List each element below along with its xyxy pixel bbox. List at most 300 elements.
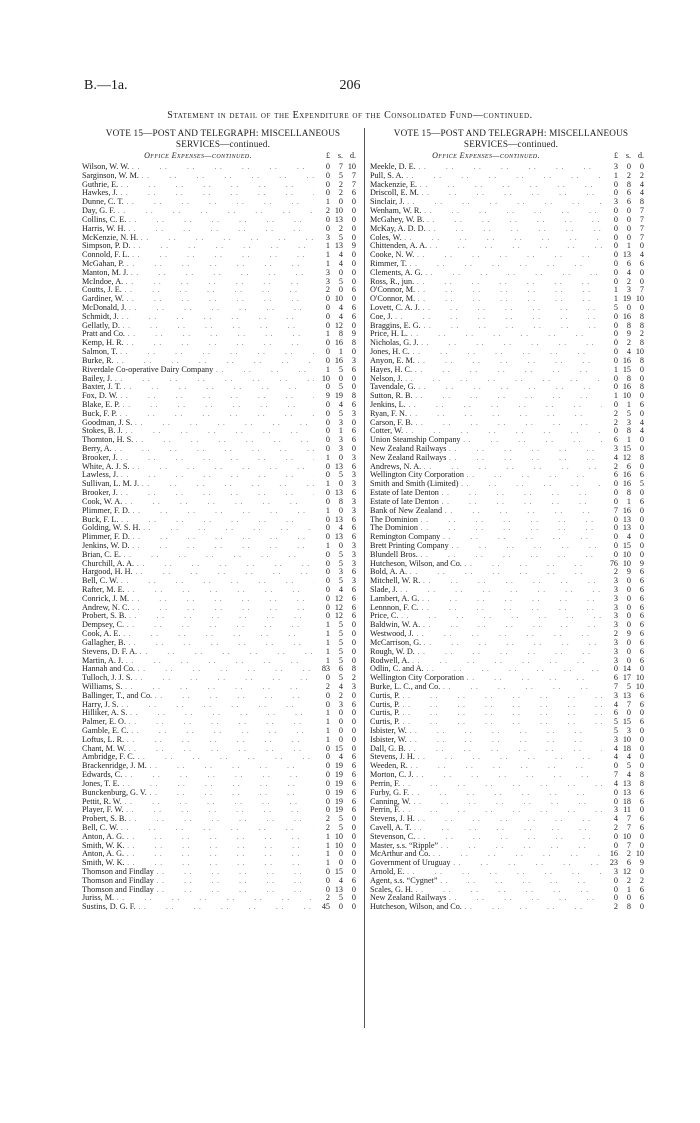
shillings-value: 12	[334, 321, 343, 330]
pounds-value: 5	[613, 718, 618, 727]
shillings-value: 5	[338, 674, 343, 683]
payee-name: Stevens, J. H. . .	[370, 815, 602, 824]
expense-entry	[370, 410, 652, 419]
payee-name: Cavell, A. T. . .	[370, 824, 602, 833]
pence-value: 6	[351, 594, 356, 603]
pence-header: d.	[350, 151, 356, 160]
expense-entry	[370, 657, 652, 666]
pence-value: 6	[351, 762, 356, 771]
pounds-value: 2	[325, 286, 330, 295]
shillings-value: 3	[338, 418, 343, 427]
expense-entry	[370, 709, 652, 718]
amount	[314, 454, 364, 463]
expense-entry	[370, 383, 652, 392]
amount	[602, 604, 652, 613]
right-entries	[370, 163, 652, 912]
pence-value: 3	[351, 506, 356, 515]
shillings-value: 4	[626, 771, 631, 780]
pounds-value: 0	[325, 779, 330, 788]
payee-name: Harry, J. S. . .	[82, 701, 314, 710]
amount	[314, 445, 364, 454]
pounds-value: 2	[613, 462, 618, 471]
amount	[314, 172, 364, 181]
amount	[314, 824, 364, 833]
pence-value: 0	[351, 374, 356, 383]
payee-name: Smith, W. K. . .	[82, 859, 314, 868]
pence-value: 0	[639, 277, 644, 286]
amount	[314, 286, 364, 295]
pence-value: 6	[351, 489, 356, 498]
shillings-value: 0	[626, 233, 631, 242]
pence-value: 0	[639, 541, 644, 550]
payee-name: Berry, A. . .	[82, 445, 314, 454]
payee-name: Stevenson, C. . .	[370, 833, 602, 842]
payee-name: Price, C. . .	[370, 612, 602, 621]
shillings-value: 1	[338, 348, 343, 357]
payee-name: Hawkes, J. . .	[82, 189, 314, 198]
amount	[314, 489, 364, 498]
shillings-value: 6	[626, 462, 631, 471]
amount	[602, 621, 652, 630]
expense-entry	[370, 850, 652, 859]
pence-value: 7	[639, 215, 644, 224]
pence-value: 0	[639, 762, 644, 771]
shillings-value: 4	[338, 682, 343, 691]
expense-entry	[82, 630, 364, 639]
payee-name: Churchill, A. A. . .	[82, 560, 314, 569]
expense-entry	[370, 348, 652, 357]
pence-value: 6	[351, 586, 356, 594]
pence-value: 6	[639, 700, 644, 709]
amount	[314, 533, 364, 542]
amount	[314, 560, 364, 569]
pence-value: 0	[639, 903, 644, 912]
pence-value: 6	[351, 312, 356, 321]
pence-value: 6	[351, 400, 356, 409]
expense-entry	[82, 163, 364, 172]
payee-name: Estate of late Denton . .	[370, 498, 602, 507]
amount	[314, 383, 364, 392]
shillings-value: 2	[626, 876, 631, 885]
expense-entry	[82, 427, 364, 436]
payee-name: Isbister, W. . .	[370, 727, 602, 736]
amount	[602, 348, 652, 357]
expense-entry	[82, 278, 364, 287]
shillings-value: 13	[334, 215, 343, 224]
pounds-value: 3	[325, 268, 330, 277]
pounds-value: 9	[325, 392, 330, 401]
pounds-value: 3	[613, 612, 618, 621]
payee-name: Salmon, T. . .	[82, 348, 314, 357]
payee-name: Harris, W. H. . .	[82, 225, 314, 234]
shillings-value: 0	[338, 718, 343, 727]
pence-value: 0	[351, 823, 356, 832]
expense-entry	[82, 216, 364, 225]
expense-entry	[82, 375, 364, 384]
expense-entry	[370, 824, 652, 833]
shillings-value: 16	[622, 312, 631, 321]
shillings-value: 5	[338, 277, 343, 286]
expense-entry	[370, 524, 652, 533]
pence-value: 0	[351, 445, 356, 453]
pence-value: 0	[639, 462, 644, 471]
vote-heading-line1: VOTE 15—POST AND TELEGRAPH: MISCELLANEOUS	[105, 128, 341, 138]
expense-entry	[82, 533, 364, 542]
amount	[602, 806, 652, 815]
pence-value: 6	[351, 797, 356, 806]
payee-name: Conrick, J. M. . .	[82, 595, 314, 604]
shillings-value: 13	[622, 779, 631, 788]
pence-value: 10	[635, 682, 644, 691]
expense-entry	[370, 516, 652, 525]
shillings-value: 5	[338, 823, 343, 832]
shillings-value: 16	[622, 506, 631, 515]
expense-entry	[370, 692, 652, 701]
payee-name: Hannah and Co. . .	[82, 665, 314, 674]
shillings-value: 6	[626, 259, 631, 268]
payee-name: Bell, C. W. . .	[82, 577, 314, 586]
expense-entry	[82, 859, 364, 868]
pence-value: 0	[639, 304, 644, 312]
expense-entry	[370, 894, 652, 903]
shillings-value: 16	[622, 356, 631, 365]
expense-entry	[370, 877, 652, 886]
pounds-value: 0	[325, 356, 330, 365]
shillings-value: 4	[626, 348, 631, 357]
pounds-value: 0	[325, 559, 330, 568]
pounds-value: 0	[613, 524, 618, 533]
amount	[314, 894, 364, 903]
payee-name: Price, H. L. . .	[370, 330, 602, 339]
amount	[602, 189, 652, 198]
payee-name: Wenham, W. R. . .	[370, 207, 602, 216]
shillings-value: 5	[338, 815, 343, 824]
payee-name: Brackenridge, J. M. . .	[82, 762, 314, 771]
shillings-value: 2	[626, 850, 631, 859]
payee-name: Andrews, N. A. . .	[370, 463, 602, 472]
payee-name: New Zealand Railways . .	[370, 894, 602, 903]
expense-entry	[82, 560, 364, 569]
pounds-value: 3	[613, 868, 618, 876]
expense-entry	[370, 745, 652, 754]
payee-name: Ballinger, T., and Co. . .	[82, 692, 314, 701]
payee-name: New Zealand Railways . .	[370, 454, 602, 463]
shillings-value: 3	[626, 286, 631, 295]
shillings-value: 13	[334, 885, 343, 894]
amount	[314, 903, 364, 912]
amount	[602, 560, 652, 569]
payee-name: Anton, A. G. . .	[82, 833, 314, 842]
pence-value: 0	[351, 841, 356, 850]
payee-name: Rafter, M. E. . .	[82, 586, 314, 595]
shillings-value: 2	[338, 691, 343, 700]
shillings-header: s.	[337, 151, 343, 160]
pounds-value: 1	[325, 709, 330, 718]
amount	[314, 833, 364, 842]
payee-name: Hilliker, A. S. . .	[82, 709, 314, 718]
pounds-value: 3	[613, 735, 618, 744]
expense-entry	[370, 189, 652, 198]
pounds-value: 1	[325, 718, 330, 727]
expense-entry	[82, 736, 364, 745]
expense-entry	[82, 419, 364, 428]
payee-name: Hargood, H. H. . .	[82, 568, 314, 577]
expense-entry	[370, 198, 652, 207]
shillings-value: 13	[334, 242, 343, 251]
shillings-value: 5	[338, 638, 343, 647]
pence-value: 7	[639, 224, 644, 233]
payee-name: Remington Company . .	[370, 533, 602, 542]
expense-entry	[370, 568, 652, 577]
pence-value: 7	[639, 286, 644, 295]
pounds-value: 2	[613, 630, 618, 639]
expense-entry	[82, 207, 364, 216]
expense-entry	[82, 727, 364, 736]
pence-value: 0	[351, 198, 356, 207]
pounds-value: 1	[325, 656, 330, 665]
pence-value: 6	[639, 638, 644, 647]
payee-name: Arnold, E. . .	[370, 868, 602, 877]
pence-value: 0	[351, 259, 356, 268]
payee-name: Curtis, P. . .	[370, 701, 602, 710]
shillings-value: 4	[338, 304, 343, 312]
shillings-value: 8	[338, 330, 343, 339]
pounds-value: 2	[613, 568, 618, 577]
payee-name: Connold, F. L. . .	[82, 251, 314, 260]
pounds-value: 0	[613, 207, 618, 216]
expense-entry	[370, 357, 652, 366]
expense-entry	[370, 234, 652, 243]
payee-name: Odlin, C. and A. . .	[370, 665, 602, 674]
pence-value: 0	[351, 630, 356, 639]
pence-value: 6	[351, 771, 356, 780]
pounds-value: 1	[613, 392, 618, 401]
shillings-header: s.	[625, 151, 631, 160]
payee-name: Bold, A. A. . .	[370, 568, 602, 577]
shillings-value: 2	[338, 180, 343, 189]
expense-entry	[82, 648, 364, 657]
payee-name: The Dominion . .	[370, 516, 602, 525]
pounds-value: 3	[613, 577, 618, 586]
payee-name: Cooke, N. W. . .	[370, 251, 602, 260]
shillings-value: 4	[338, 753, 343, 762]
pence-value: 3	[351, 471, 356, 480]
payee-name: Wellington City Corporation . .	[370, 674, 602, 683]
payee-name: Smith, W. K. . .	[82, 842, 314, 851]
pence-value: 8	[639, 356, 644, 365]
amount	[602, 269, 652, 278]
amount	[314, 621, 364, 630]
shillings-value: 4	[338, 876, 343, 885]
payee-name: Smith and Smith (Limited) . .	[370, 480, 602, 489]
shillings-value: 5	[338, 471, 343, 480]
pounds-value: 1	[325, 859, 330, 868]
payee-name: Union Steamship Company . .	[370, 436, 602, 445]
expense-entry	[370, 621, 652, 630]
expense-entry	[370, 251, 652, 260]
pounds-value: 0	[325, 586, 330, 594]
amount	[314, 436, 364, 445]
amount	[602, 903, 652, 912]
expense-entry	[82, 894, 364, 903]
pounds-value: 1	[325, 506, 330, 515]
payee-name: Dall, G. B. . .	[370, 745, 602, 754]
pence-value: 0	[639, 365, 644, 374]
pounds-value: 1	[325, 841, 330, 850]
payee-name: Burke, R. . .	[82, 357, 314, 366]
expense-entry	[82, 463, 364, 472]
amount	[602, 709, 652, 718]
amount	[314, 401, 364, 410]
shillings-value: 4	[338, 259, 343, 268]
pence-value: 0	[351, 894, 356, 903]
pounds-value: 7	[613, 682, 618, 691]
pence-value: 6	[351, 304, 356, 312]
pounds-value: 0	[325, 577, 330, 586]
expense-entry	[82, 771, 364, 780]
payee-name: Simpson, P. D. . .	[82, 242, 314, 251]
pounds-value: 1	[325, 242, 330, 251]
expense-entry	[82, 480, 364, 489]
payee-name: Juriss, M. . .	[82, 894, 314, 903]
pounds-value: 2	[613, 903, 618, 912]
shillings-value: 12	[334, 594, 343, 603]
pounds-value: 0	[325, 171, 330, 180]
pence-value: 4	[639, 427, 644, 436]
pence-value: 8	[639, 779, 644, 788]
pounds-value: 4	[613, 700, 618, 709]
amount	[314, 806, 364, 815]
expense-entry	[82, 868, 364, 877]
payee-name: The Dominion . .	[370, 524, 602, 533]
shillings-value: 18	[622, 744, 631, 753]
amount	[602, 665, 652, 674]
amount	[602, 286, 652, 295]
pence-value: 0	[351, 268, 356, 277]
amount	[602, 225, 652, 234]
pounds-value: 0	[325, 797, 330, 806]
pence-value: 4	[639, 418, 644, 427]
pounds-value: 0	[325, 295, 330, 304]
amount	[314, 216, 364, 225]
pounds-value: 0	[325, 304, 330, 312]
amount	[314, 516, 364, 525]
pounds-value: 0	[325, 691, 330, 700]
shillings-value: 0	[626, 586, 631, 594]
pence-value: 0	[639, 436, 644, 445]
pounds-value: 0	[325, 312, 330, 321]
amount	[602, 207, 652, 216]
shillings-value: 0	[626, 207, 631, 216]
amount	[314, 507, 364, 516]
amount	[314, 480, 364, 489]
amount	[602, 339, 652, 348]
expense-entry	[370, 313, 652, 322]
expense-entry	[82, 286, 364, 295]
amount	[602, 401, 652, 410]
amount	[314, 595, 364, 604]
payee-name: Brett Printing Company . .	[370, 542, 602, 551]
expense-entry	[370, 595, 652, 604]
payee-name: Rodwell, A. . .	[370, 657, 602, 666]
shillings-value: 7	[338, 163, 343, 171]
pounds-value: 0	[325, 568, 330, 577]
pence-value: 3	[351, 409, 356, 418]
pence-value: 6	[351, 603, 356, 612]
shillings-value: 15	[622, 718, 631, 727]
payee-name: Probert, S. B. . .	[82, 612, 314, 621]
expense-entry	[370, 498, 652, 507]
amount	[314, 815, 364, 824]
amount	[602, 683, 652, 692]
shillings-value: 10	[622, 832, 631, 841]
shillings-value: 4	[338, 312, 343, 321]
shillings-value: 2	[626, 339, 631, 348]
pounds-value: 4	[613, 744, 618, 753]
pence-value: 8	[351, 339, 356, 348]
pence-value: 0	[639, 533, 644, 542]
amount	[314, 524, 364, 533]
amount	[602, 366, 652, 375]
amount	[602, 251, 652, 260]
payee-name: Gardiner, W. . .	[82, 295, 314, 304]
amount	[602, 542, 652, 551]
shillings-value: 2	[626, 171, 631, 180]
pence-value: 0	[639, 753, 644, 762]
expense-entry	[370, 375, 652, 384]
pence-value: 0	[351, 885, 356, 894]
expense-entry	[82, 709, 364, 718]
shillings-value: 12	[334, 612, 343, 621]
expense-entry	[82, 357, 364, 366]
expense-entry	[370, 339, 652, 348]
statement-title: Statement in detail of the Expenditure of the Consolidated Fund—continued.	[167, 110, 533, 121]
shillings-value: 19	[622, 295, 631, 304]
expense-entry	[82, 189, 364, 198]
shillings-value: 15	[622, 445, 631, 453]
pence-value: 8	[351, 392, 356, 401]
pounds-value: 0	[613, 224, 618, 233]
left-column	[82, 128, 364, 912]
expense-entry	[82, 260, 364, 269]
payee-name: Day, G. F. . .	[82, 207, 314, 216]
pence-value: 10	[635, 674, 644, 683]
pence-value: 6	[351, 427, 356, 436]
payee-name: Driscoll, E. M. . .	[370, 189, 602, 198]
shillings-value: 0	[626, 163, 631, 171]
payee-name: Bailey, J. . .	[82, 375, 314, 384]
expense-entry	[370, 762, 652, 771]
payee-name: Dunne, C. T. . .	[82, 198, 314, 207]
shillings-value: 3	[338, 436, 343, 445]
expense-entry	[82, 295, 364, 304]
pence-value: 8	[639, 198, 644, 207]
pounds-value: 0	[613, 233, 618, 242]
pounds-value: 0	[613, 268, 618, 277]
amount	[602, 850, 652, 859]
pounds-value: 3	[325, 233, 330, 242]
expense-entry	[82, 877, 364, 886]
shillings-value: 3	[338, 568, 343, 577]
pounds-value: 1	[325, 259, 330, 268]
pounds-value: 0	[613, 180, 618, 189]
shillings-value: 5	[338, 559, 343, 568]
amount	[602, 375, 652, 384]
expense-entry	[370, 207, 652, 216]
shillings-value: 0	[626, 709, 631, 718]
pence-value: 7	[351, 180, 356, 189]
payee-name: Schmidt, J. . .	[82, 313, 314, 322]
